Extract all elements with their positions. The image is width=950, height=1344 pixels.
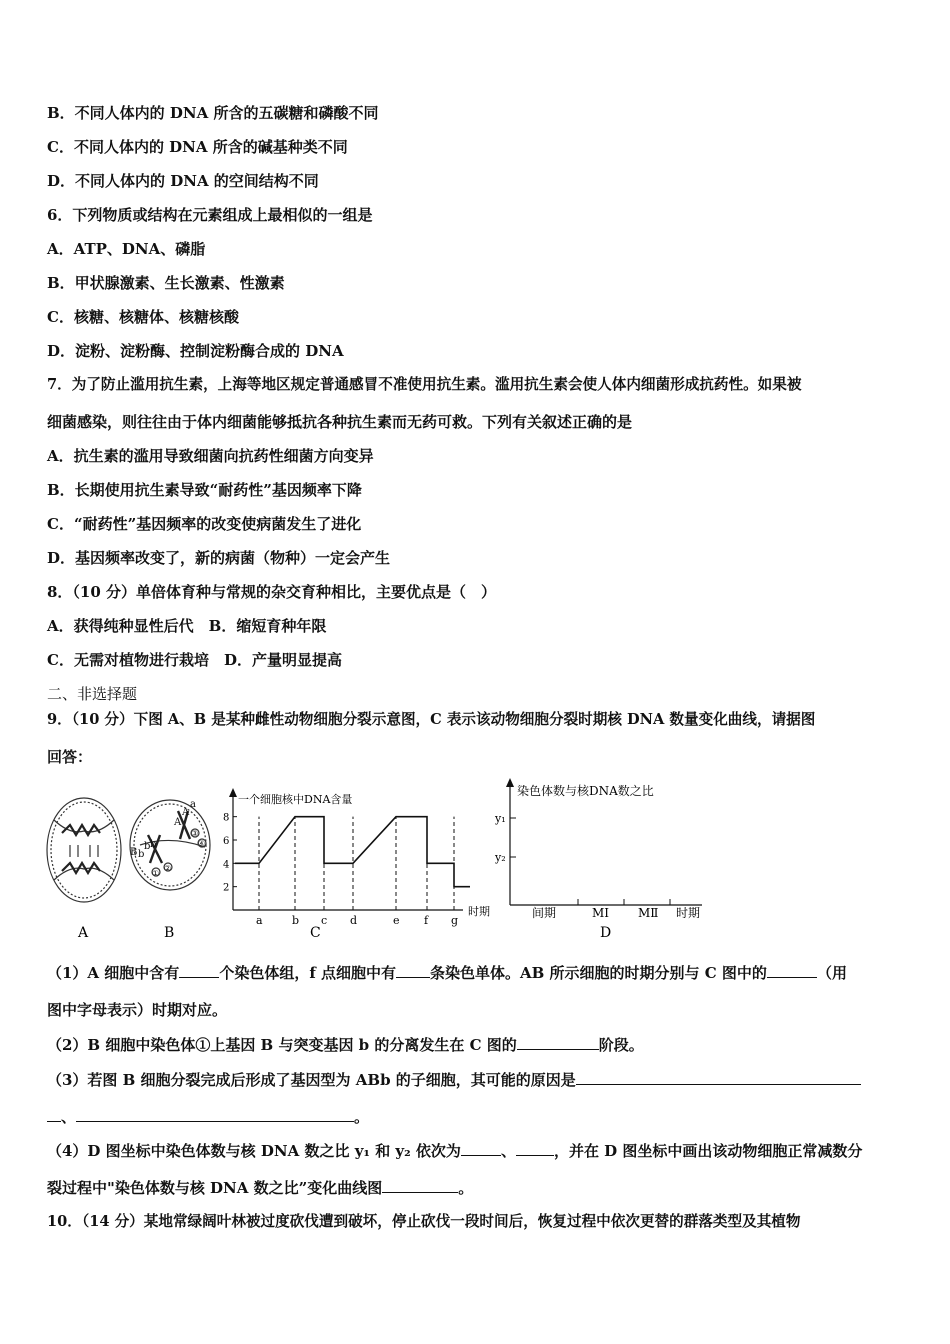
q9-sub1-line2: 图中字母表示）时期对应。	[47, 1001, 228, 1019]
chart-c-y-arrow	[229, 788, 237, 797]
chromosome-mark: ②	[164, 864, 172, 873]
text: 条染色单体。AB 所示细胞的时期分别与 C 图中的	[430, 964, 767, 982]
answer-blank[interactable]	[396, 963, 430, 978]
answer-blank[interactable]	[382, 1178, 458, 1193]
q6-option-b: B．甲状腺激素、生长激素、性激素	[47, 274, 285, 292]
gene-label: A	[174, 817, 182, 828]
chart-c-ytick-label: 6	[223, 836, 230, 847]
answer-blank[interactable]	[767, 963, 817, 978]
q5-option-c: C．不同人体内的 DNA 所含的碱基种类不同	[47, 138, 348, 156]
chromosome-mark: ③	[191, 829, 199, 838]
q5-option-b: B．不同人体内的 DNA 所含的五碳糖和磷酸不同	[47, 104, 379, 122]
text: 、	[61, 1108, 77, 1126]
chart-c-xtick-label: b	[292, 914, 300, 927]
answer-blank[interactable]	[47, 1107, 61, 1122]
text: （用	[816, 964, 847, 982]
chart-c-xtick-label: a	[256, 914, 263, 927]
q6-stem: 6．下列物质或结构在元素组成上最相似的一组是	[47, 206, 373, 224]
answer-blank[interactable]	[179, 963, 219, 978]
chart-d-ytick: y₁	[495, 812, 506, 825]
q8-stem: 8．（10 分）单倍体育种与常规的杂交育种相比，主要优点是（ ）	[47, 583, 497, 601]
gene-label: a	[190, 799, 196, 810]
section-heading: 二、非选择题	[47, 685, 138, 703]
label-c: C	[310, 925, 321, 941]
chart-c-xtick-label: e	[393, 914, 400, 927]
chart-c-ytick-label: 4	[223, 859, 230, 871]
q9-sub3-line2	[47, 1107, 369, 1127]
q9-sub4-line2	[47, 1178, 473, 1198]
label-b: B	[164, 925, 175, 941]
chart-c-xlabel: 时期	[468, 905, 490, 918]
gene-label: b	[138, 849, 145, 860]
chart-c-xtick-label: f	[424, 914, 429, 927]
q10-stem-line1: 10．（14 分）某地常绿阔叶林被过度砍伐遭到破坏，停止砍伐一段时间后，恢复过程中依次更替的群落类型及其植物	[47, 1213, 801, 1230]
chromosome-mark: ①	[152, 869, 160, 878]
answer-blank[interactable]	[76, 1107, 354, 1122]
q7-stem-line2: 细菌感染，则往往由于体内细菌能够抵抗各种抗生素而无药可救。下列有关叙述正确的是	[47, 413, 633, 431]
chart-d-xlabel: 时期	[676, 906, 701, 920]
q5-option-d: D．不同人体内的 DNA 的空间结构不同	[47, 172, 319, 190]
answer-blank[interactable]	[576, 1070, 861, 1085]
chart-c-xtick-label: g	[451, 914, 459, 927]
q7-option-a: A．抗生素的滥用导致细菌向抗药性细菌方向变异	[47, 447, 374, 465]
gene-label: A	[182, 807, 190, 818]
q9-sub3-line1	[47, 1070, 861, 1090]
q7-option-c: C．“耐药性”基因频率的改变使病菌发生了进化	[47, 515, 362, 533]
q8-options-ab: A．获得纯种显性后代 B．缩短育种年限	[47, 617, 327, 635]
q9-figure	[40, 775, 730, 945]
gene-label: b	[144, 841, 151, 852]
label-d: D	[600, 925, 612, 941]
q7-option-d: D．基因频率改变了，新的病菌（物种）一定会产生	[47, 549, 391, 567]
text: （2）B 细胞中染色体①上基因 B 与突变基因 b 的分离发生在 C 图的	[47, 1036, 517, 1054]
q9-stem-line2: 回答：	[47, 748, 93, 766]
q6-option-c: C．核糖、核糖体、核糖核酸	[47, 308, 239, 326]
chart-d-xtick: MⅠ	[592, 906, 610, 920]
gene-label: b	[150, 839, 157, 850]
chart-c	[223, 788, 490, 927]
q8-options-cd: C．无需对植物进行栽培 D．产量明显提高	[47, 651, 342, 669]
cell-a-diagram	[47, 798, 121, 902]
q7-stem-line1: 7．为了防止滥用抗生素，上海等地区规定普通感冒不准使用抗生素。滥用抗生素会使人体内细菌形成抗药性。如果被	[47, 376, 802, 393]
answer-blank[interactable]	[516, 1141, 554, 1156]
q9-sub4-line1	[47, 1141, 862, 1161]
answer-blank[interactable]	[517, 1035, 599, 1050]
text: （1）A 细胞中含有	[47, 964, 180, 982]
text: 裂过程中"染色体数与核 DNA 数之比”变化曲线图	[47, 1179, 383, 1197]
text: 。	[354, 1108, 370, 1126]
chart-c-xtick-label: d	[350, 914, 358, 927]
text: ，并在 D 图坐标中画出该动物细胞正常减数分	[553, 1142, 863, 1160]
q6-option-d: D．淀粉、淀粉酶、控制淀粉酶合成的 DNA	[47, 342, 344, 360]
text: （4）D 图坐标中染色体数与核 DNA 数之比 y₁ 和 y₂ 依次为	[47, 1142, 461, 1160]
text: 阶段。	[598, 1036, 644, 1054]
chart-c-ytick-label: 2	[223, 882, 230, 894]
q9-stem-line1: 9．（10 分）下图 A、B 是某种雌性动物细胞分裂示意图，C 表示该动物细胞分裂时期核 DNA 数量变化曲线，请据图	[47, 711, 816, 728]
chart-c-xtick-label: c	[321, 914, 328, 927]
text: 个染色体组，f 点细胞中有	[219, 964, 396, 982]
chart-c-ytick-label: 8	[223, 812, 230, 824]
answer-blank[interactable]	[461, 1141, 501, 1156]
q9-sub2	[47, 1035, 644, 1055]
text: 。	[458, 1179, 474, 1197]
label-a: A	[78, 925, 89, 941]
q9-sub1-line1	[47, 963, 847, 983]
text: （3）若图 B 细胞分裂完成后形成了基因型为 ABb 的子细胞，其可能的原因是	[47, 1071, 576, 1089]
q6-option-a: A．ATP、DNA、磷脂	[47, 240, 206, 258]
gene-label: B	[130, 847, 138, 858]
chart-c-title: 一个细胞核中DNA含量	[238, 793, 353, 806]
q7-option-b: B．长期使用抗生素导致“耐药性”基因频率下降	[47, 481, 362, 499]
chart-d-title: 染色体数与核DNA数之比	[517, 784, 654, 798]
chart-d-ytick: y₂	[495, 851, 506, 864]
chart-d-y-arrow	[506, 778, 514, 787]
chart-d-xtick: 间期	[532, 906, 557, 920]
chart-d	[494, 778, 702, 920]
chromosome-mark: ④	[198, 839, 206, 848]
text: 、	[500, 1142, 516, 1160]
chart-d-xtick: MⅡ	[638, 906, 659, 920]
